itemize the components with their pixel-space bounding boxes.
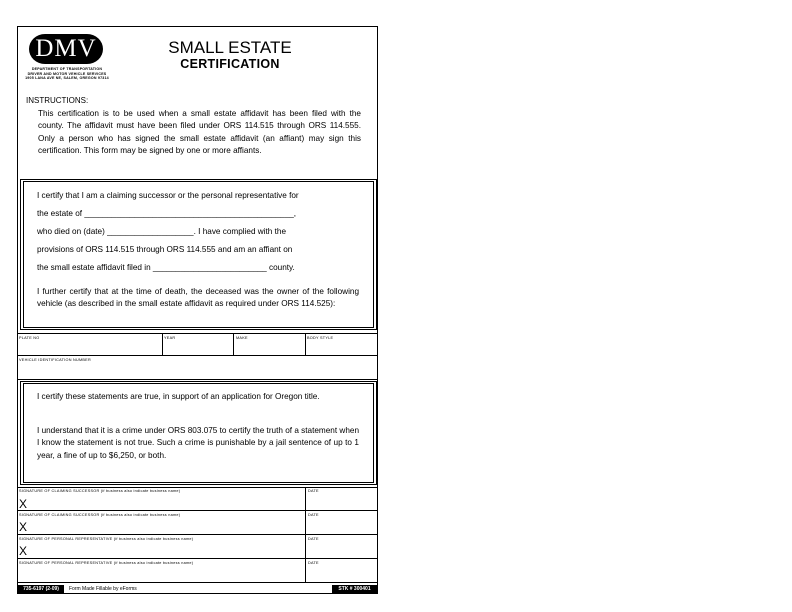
divider (17, 333, 378, 334)
date-field-label[interactable]: DATE (308, 513, 319, 517)
statement-paragraph-1: I certify these statements are true, in support of an application for Oregon title. (37, 392, 320, 401)
form-number: 735-6197 (2-09) (18, 585, 64, 593)
cert-line-date[interactable]: who died on (date) ___________________. I have complied with the (37, 227, 286, 236)
divider (162, 333, 163, 355)
stock-number: STK # 300401 (332, 585, 377, 593)
cert-line-4: provisions of ORS 114.515 through ORS 114.555 and am an affiant on (37, 245, 293, 254)
signature-field-label[interactable]: SIGNATURE OF CLAIMING SUCCESSOR (if business also indicate business name) (19, 489, 181, 493)
make-field[interactable]: MAKE (236, 336, 248, 340)
divider (17, 379, 378, 380)
dmv-logo: DMV (29, 34, 103, 64)
divider (17, 582, 378, 583)
date-field-label[interactable]: DATE (308, 489, 319, 493)
agency-line-1: DEPARTMENT OF TRANSPORTATION (31, 67, 103, 71)
body-style-field[interactable]: BODY STYLE (307, 336, 334, 340)
form-title: SMALL ESTATE (168, 38, 292, 57)
instructions-text: This certification is to be used when a small estate affidavit has been filed with the county. The affidavit must have been filed under ORS 114.515 through ORS 114.555. Only a person who has signed the small estate affidavit (an affiant) may sign this certification. This form may be signed by one or more affiants. (38, 109, 361, 156)
agency-line-3: 1905 LANA AVE NE, SALEM, OREGON 97314 (25, 76, 109, 80)
statement-paragraph-2: I understand that it is a crime under ORS 803.075 to certify the truth of a statement when I know the statement is not true. Such a crime is punishable by a jail sentence of up to 1 year, a fine of up to $6,250, or both. (37, 426, 359, 460)
year-field[interactable]: YEAR (164, 336, 176, 340)
divider (17, 487, 378, 488)
agency-line-2: DRIVER AND MOTOR VEHICLE SERVICES (27, 71, 107, 76)
form-subtitle: CERTIFICATION (180, 57, 280, 71)
divider (17, 510, 378, 511)
cert-paragraph-2: I further certify that at the time of death, the deceased was the owner of the following vehicle (as described in the small estate affidavit as required under ORS 114.525): (37, 287, 359, 309)
divider (233, 333, 234, 355)
fillable-note: Form Made Fillable by eForms (69, 586, 137, 592)
signature-field-label[interactable]: SIGNATURE OF CLAIMING SUCCESSOR (if business also indicate business name) (19, 513, 181, 517)
date-field-label[interactable]: DATE (308, 537, 319, 541)
vin-field[interactable]: VEHICLE IDENTIFICATION NUMBER (19, 358, 91, 362)
cert-line-1: I certify that I am a claiming successor or the personal representative for (37, 191, 299, 200)
signature-x-mark: X (19, 544, 28, 558)
signature-field-label[interactable]: SIGNATURE OF PERSONAL REPRESENTATIVE (if business also indicate business name) (19, 537, 194, 541)
divider (17, 355, 378, 356)
divider (305, 333, 306, 355)
plate-number-field[interactable]: PLATE NO (19, 336, 40, 340)
cert-line-estate[interactable]: the estate of ______________________________________________, (37, 209, 297, 218)
divider (17, 534, 378, 535)
instructions-heading: INSTRUCTIONS: (26, 96, 89, 105)
signature-x-mark: X (19, 497, 28, 511)
signature-x-mark: X (19, 520, 28, 534)
signature-field-label[interactable]: SIGNATURE OF PERSONAL REPRESENTATIVE (if business also indicate business name) (19, 561, 194, 565)
divider (305, 487, 306, 582)
divider (17, 558, 378, 559)
date-field-label[interactable]: DATE (308, 561, 319, 565)
cert-line-county[interactable]: the small estate affidavit filed in _________________________ county. (37, 263, 295, 272)
